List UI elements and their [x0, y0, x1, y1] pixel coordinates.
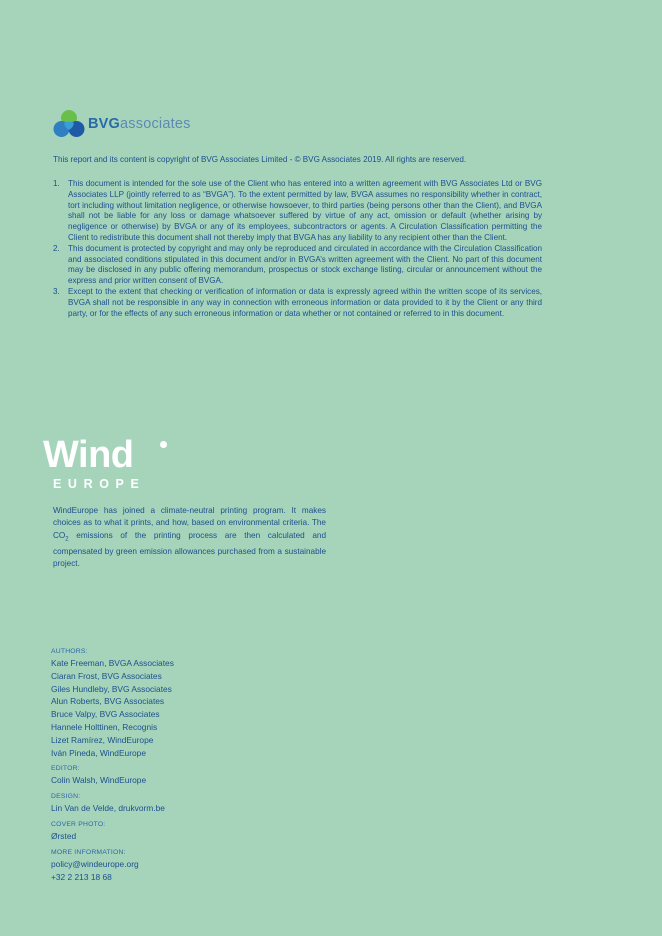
- contact-email: policy@windeurope.org: [51, 858, 139, 869]
- windeurope-logo-wind: Wind: [43, 434, 134, 476]
- terms-list-item: [53, 179, 542, 244]
- editor-block: [51, 764, 311, 787]
- terms-item-number: 3.: [53, 286, 60, 296]
- cover-photo-block: [51, 820, 311, 843]
- bvg-logo-text: BVGassociates: [88, 116, 191, 132]
- design-block: [51, 792, 311, 815]
- terms-list-item: [53, 287, 542, 319]
- terms-item-text: This document is protected by copyright and may only be reproduced and circulated in accordance with the Circulation Classification and associated conditions stipulated in this document and/or in BVGA’s written agreement with the Client. No part of this document may be disclosed in any public offering memorandum, prospectus or stock exchange listing, circular or announcement without the express and prior written consent of BVGA.: [68, 243, 542, 286]
- cover-photo-label: COVER PHOTO:: [51, 820, 106, 828]
- bvg-associates-logo: [52, 109, 191, 139]
- author-name: Kate Freeman, BVGA Associates: [51, 658, 174, 668]
- author-name: Iván Pineda, WindEurope: [51, 747, 146, 758]
- authors-block: [51, 647, 311, 759]
- terms-item-number: 1.: [53, 179, 60, 188]
- editor-label: EDITOR:: [51, 765, 80, 773]
- bvg-logo-mark-icon: [52, 109, 88, 139]
- windeurope-logo-dot-icon: [160, 441, 167, 448]
- author-name: Giles Hundleby, BVG Associates: [51, 683, 172, 694]
- design-label: DESIGN:: [51, 793, 81, 801]
- terms-item-text: This document is intended for the sole use of the Client who has entered into a written agreement with BVG Associates Ltd or BVG Associates LLP (jointly referred to as “BVGA”). To the extent permitted by law, BVGA assumes no responsibility whether in contract, tort including without limitation negligence, or otherwise howsoever, to third parties (being persons other than the Client), and BVGA shall not be liable for any loss or damage whatsoever suffered by virtue of any act, omission or default (whether arising by negligence or otherwise) by BVGA or any of its employees, subcontractors or agents. A Circulation Classification permitting the Client to redistribute this document shall not thereby imply that BVGA has any liability to any recipient other than the Client.: [68, 179, 542, 242]
- author-name: Alun Roberts, BVG Associates: [51, 696, 165, 707]
- credits-section: [51, 647, 311, 888]
- author-name: Lizet Ramírez, WindEurope: [51, 734, 154, 745]
- windeurope-logo-europe: EUROPE: [53, 477, 146, 491]
- cover-photo-credit: Ørsted: [51, 830, 77, 841]
- author-name: Ciaran Frost, BVG Associates: [51, 670, 162, 681]
- terms-list: [53, 179, 542, 319]
- terms-item-number: 2.: [53, 243, 60, 253]
- copyright-notice: This report and its content is copyright of BVG Associates Limited - © BVG Associates 2019. All rights are reserved.: [53, 155, 467, 164]
- windeurope-logo: [43, 434, 173, 495]
- authors-label: AUTHORS:: [51, 648, 88, 655]
- designer-name: Lin Van de Velde, drukvorm.be: [51, 803, 165, 814]
- author-name: Hannele Holttinen, Recognis: [51, 721, 158, 732]
- terms-list-item: [53, 244, 542, 287]
- more-information-block: [51, 848, 311, 884]
- climate-neutral-statement: WindEurope has joined a climate-neutral printing program. It makes choices as to what it prints, and how, based on environmental criteria. The $CO_2$ emissions of the printing process are then calculated and compensated by green emission allowances purchased from a sustainable project.: [53, 506, 326, 568]
- author-name: Bruce Valpy, BVG Associates: [51, 709, 160, 720]
- contact-phone: +32 2 213 18 68: [51, 871, 112, 882]
- editor-name: Colin Walsh, WindEurope: [51, 775, 147, 786]
- terms-item-text: Except to the extent that checking or verification of information or data is expressly agreed within the written scope of its services, BVGA shall not be responsible in any way in connection with erroneous information or data provided to it by the Client or any third party, or for the effects of any such erroneous information or data whether or not contained or referred to in this document.: [68, 286, 542, 318]
- more-information-label: MORE INFORMATION:: [51, 848, 126, 856]
